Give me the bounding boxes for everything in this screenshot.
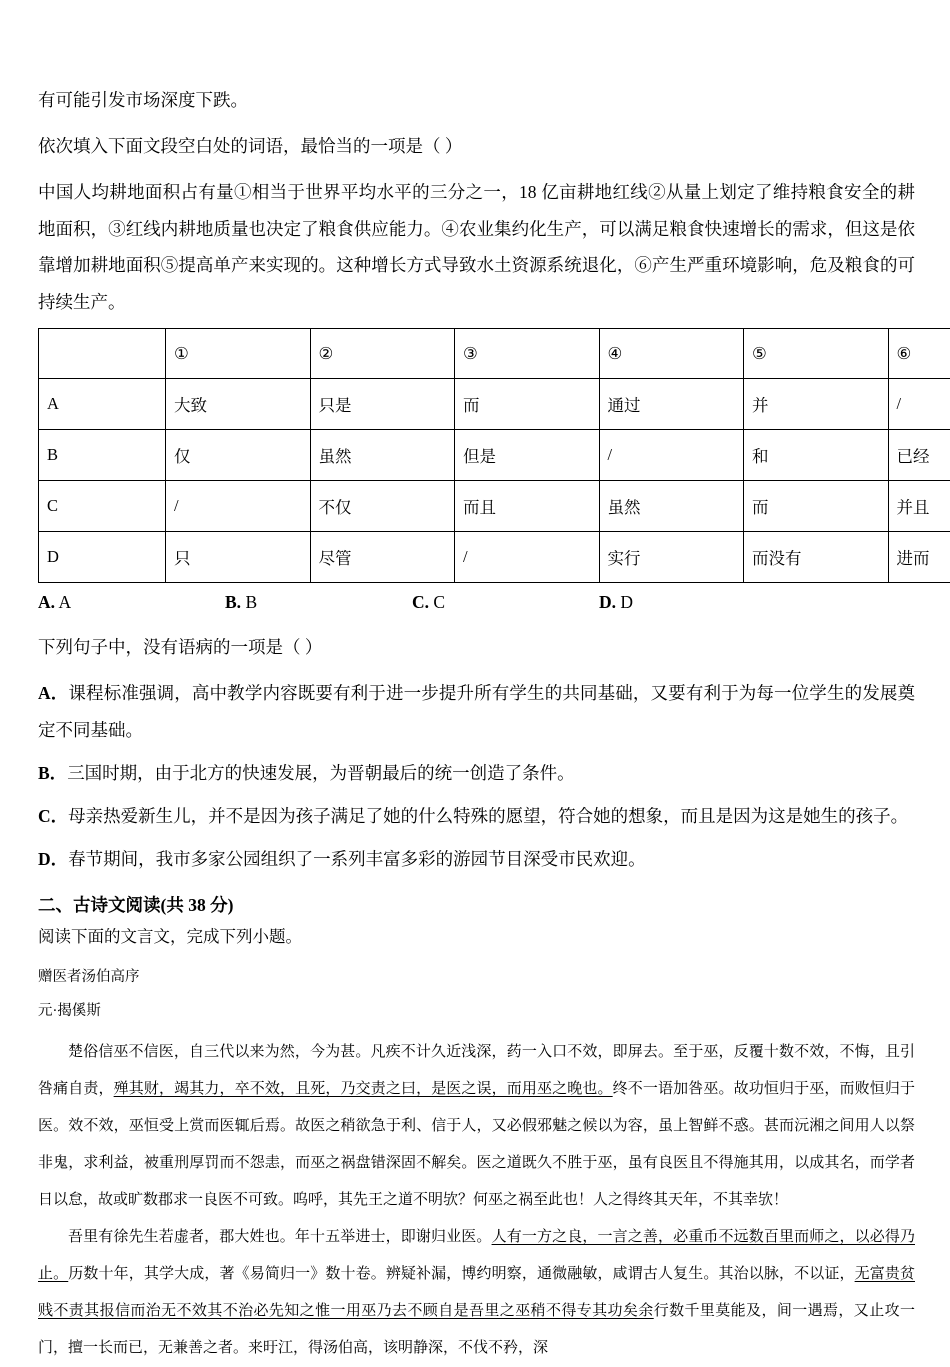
option-d-text: 春节期间，我市多家公园组织了一系列丰富多彩的游园节目深受市民欢迎。 — [68, 849, 646, 869]
table-row — [39, 532, 950, 583]
cell-a-5: 并 — [744, 379, 889, 430]
option-b-text: 三国时期，由于北方的快速发展，为晋朝最后的统一创造了条件。 — [67, 763, 575, 783]
table-row — [39, 430, 950, 481]
choice-a[interactable] — [38, 587, 225, 617]
cell-c-6: 并且 — [888, 481, 950, 532]
table-header-3: ③ — [455, 329, 600, 379]
cell-c-2: 不仅 — [310, 481, 455, 532]
table-header-1: ① — [166, 329, 311, 379]
choice-d-value: D — [620, 592, 633, 612]
cell-b-5: 和 — [744, 430, 889, 481]
cc-p2-underlined-1: 人有一方之良，一言之善，必重币不远数百里而师之，以必得乃止。 — [38, 1229, 915, 1282]
section-2-instruction: 阅读下面的文言文，完成下列小题。 — [38, 922, 915, 952]
choice-d[interactable] — [599, 587, 786, 617]
cc-p2-part-c: 行数千里莫能及，间一遇焉，又止攻一门，擅一长而已，无兼善之者。来旴江，得汤伯高，该明静深，不伐不矜，深 — [38, 1303, 915, 1356]
cell-d-2: 尽管 — [310, 532, 455, 583]
cell-a-3: 而 — [455, 379, 600, 430]
classical-text-title: 赠医者汤伯高序 — [38, 962, 915, 992]
cell-c-4: 虽然 — [599, 481, 744, 532]
row-label-a: A — [39, 379, 166, 430]
cell-b-3: 但是 — [455, 430, 600, 481]
choice-a-label: A. — [38, 592, 55, 612]
choice-d-label: D. — [599, 592, 616, 612]
question2-option-a[interactable] — [38, 675, 915, 749]
cell-a-6: / — [888, 379, 950, 430]
classical-paragraph-1 — [38, 1034, 915, 1219]
option-d-label: D． — [38, 849, 68, 869]
option-b-label: B． — [38, 763, 67, 783]
classical-text-author: 元·揭傒斯 — [38, 996, 915, 1026]
table-header-4: ④ — [599, 329, 744, 379]
choice-b-value: B — [245, 592, 257, 612]
question1-prompt: 依次填入下面文段空白处的词语，最恰当的一项是（ ） — [38, 128, 915, 164]
choice-c-label: C. — [412, 592, 429, 612]
option-c-label: C． — [38, 806, 68, 826]
cell-c-5: 而 — [744, 481, 889, 532]
cell-c-3: 而且 — [455, 481, 600, 532]
cc-p2-part-a: 吾里有徐先生若虚者，郡大姓也。年十五举进士，即谢归业医。 — [68, 1229, 492, 1245]
cell-b-2: 虽然 — [310, 430, 455, 481]
question2-option-c[interactable] — [38, 798, 915, 835]
cell-d-3: / — [455, 532, 600, 583]
choice-b-label: B. — [225, 592, 241, 612]
cell-b-1: 仅 — [166, 430, 311, 481]
table-row — [39, 481, 950, 532]
choice-a-value: A — [58, 592, 71, 612]
cc-p1-underlined: 殚其财，竭其力，卒不效，且死，乃交责之曰，是医之误，而用巫之晚也。 — [114, 1081, 613, 1097]
word-choice-table — [38, 328, 950, 583]
classical-paragraph-2 — [38, 1219, 915, 1367]
table-header-blank — [39, 329, 166, 379]
cell-a-4: 通过 — [599, 379, 744, 430]
cell-b-4: / — [599, 430, 744, 481]
choice-b[interactable] — [225, 587, 412, 617]
table-row — [39, 379, 950, 430]
table-header-row — [39, 329, 950, 379]
cc-p1-part-a: 楚俗信巫不信医，自三代以来为然，今为甚。凡疾不计久近浅深，药一入口不效，即屏去。至于巫，反覆十数不效，不悔，且引咎痛自责， — [38, 1044, 915, 1097]
row-label-b: B — [39, 430, 166, 481]
question2-option-b[interactable] — [38, 755, 915, 792]
cell-c-1: / — [166, 481, 311, 532]
table-header-6: ⑥ — [888, 329, 950, 379]
cell-d-1: 只 — [166, 532, 311, 583]
option-a-label: A． — [38, 683, 68, 703]
cell-d-4: 实行 — [599, 532, 744, 583]
row-label-d: D — [39, 532, 166, 583]
cc-p2-underlined-2: 无富贵贫贱不责其报信而治无不效其不治必先知之惟一用巫乃去不顾自是吾里之巫稍不得专其功矣余 — [38, 1266, 915, 1319]
section-2-heading: 二、古诗文阅读(共 38 分) — [38, 890, 915, 920]
cell-a-2: 只是 — [310, 379, 455, 430]
cell-d-5: 而没有 — [744, 532, 889, 583]
question1-passage: 中国人均耕地面积占有量①相当于世界平均水平的三分之一，18 亿亩耕地红线②从量上划定了维持粮食安全的耕地面积，③红线内耕地质量也决定了粮食供应能力。④农业集约化生产，可以满足粮食快速增长的需求，但这是依靠增加耕地面积⑤提高单产来实现的。这种增长方式导致水土资源系统退化，⑥产生严重环境影响，危及粮食的可持续生产。 — [38, 174, 915, 320]
question2-option-d[interactable] — [38, 841, 915, 878]
table-body — [39, 329, 950, 583]
cell-b-6: 已经 — [888, 430, 950, 481]
cc-p1-part-b: 终不一语加咎巫。故功恒归于巫，而败恒归于医。效不效，巫恒受上赏而医辄后焉。故医之稍欲急于利、信于人，又必假邪魅之候以为容，虽上智鲜不惑。甚而沅湘之间用人以祭非鬼，求利益，被重刑厚罚而不怨恚，而巫之祸盘错深固不解矣。医之道既久不胜于巫，虽有良医且不得施其用，以成其名，而学者日以怠，故或旷数郡求一良医不可致。呜呼，其先王之道不明欤？何巫之祸至此也！人之得终其天年，不其幸欤！ — [38, 1081, 915, 1208]
cell-a-1: 大致 — [166, 379, 311, 430]
table-header-2: ② — [310, 329, 455, 379]
row-label-c: C — [39, 481, 166, 532]
question1-choices — [38, 587, 915, 617]
cell-d-6: 进而 — [888, 532, 950, 583]
option-c-text: 母亲热爱新生儿，并不是因为孩子满足了她的什么特殊的愿望，符合她的想象，而且是因为这是她生的孩子。 — [68, 806, 908, 826]
question2-prompt: 下列句子中，没有语病的一项是（ ） — [38, 629, 915, 665]
option-a-text: 课程标准强调，高中教学内容既要有利于进一步提升所有学生的共同基础，又要有利于为每一位学生的发展奠定不同基础。 — [38, 683, 915, 740]
choice-c-value: C — [433, 592, 445, 612]
choice-c[interactable] — [412, 587, 599, 617]
cc-p2-part-b: 历数十年，其学大成，著《易简归一》数十卷。辨疑补漏，博约明察，通微融敏，咸谓古人复生。其治以脉，不以证， — [68, 1266, 854, 1282]
top-line: 有可能引发市场深度下跌。 — [38, 82, 915, 118]
table-header-5: ⑤ — [744, 329, 889, 379]
